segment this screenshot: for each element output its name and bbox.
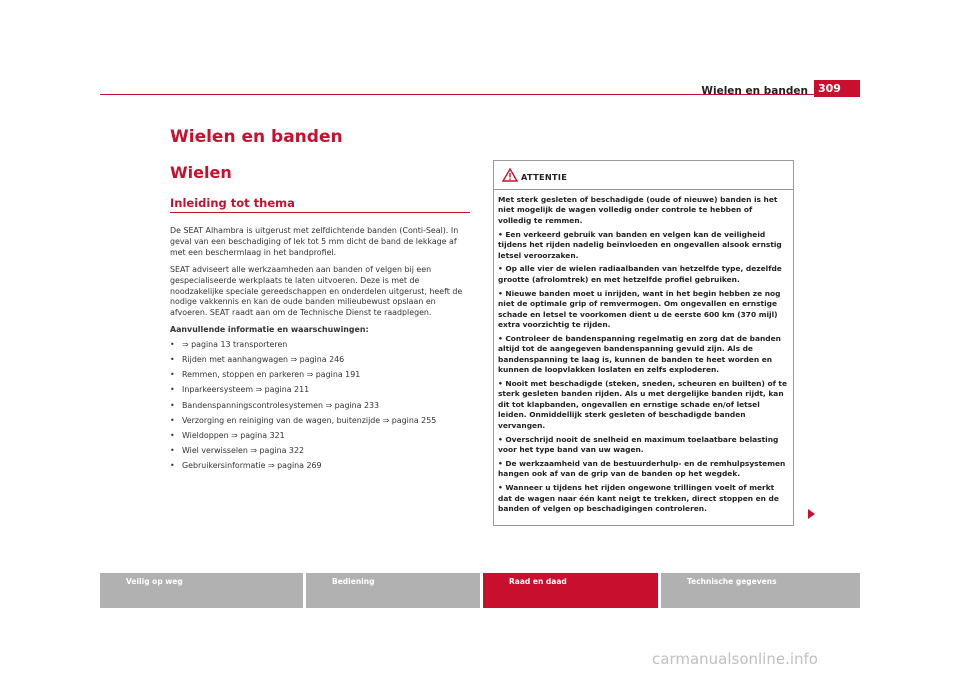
warning-triangle-icon xyxy=(502,168,518,182)
warning-header xyxy=(494,161,793,190)
warning-item: • Controleer de bandenspanning regelmatig en zorg dat de banden altijd tot de aangegeven bandenspanning gevuld zijn. Als de bandenspanning te laag is, kunnen de banden te heet worden en kunnen de loopvlakken loslaten en zelfs exploderen. xyxy=(498,333,781,375)
bullet-icon: • xyxy=(170,460,175,470)
bullet-icon: • xyxy=(498,333,506,343)
bullet-icon: • xyxy=(498,379,506,388)
warning-item: • Op alle vier de wielen radiaalbanden van hetzelfde type, dezelfde grootte (afrolomtrek) en met hetzelfde profiel gebruiken. xyxy=(498,264,782,284)
list-item xyxy=(170,340,472,351)
bullet-icon: • xyxy=(170,445,175,455)
list-item-link[interactable]: Rijden met aanhangwagen ⇒ pagina 246 xyxy=(182,355,345,365)
list-item xyxy=(170,461,472,472)
warning-item: • Overschrijd nooit de snelheid en maximum toelaatbare belasting voor het type band van uw wagen. xyxy=(498,434,779,454)
bullet-icon: • xyxy=(498,264,506,274)
chapter-title: Wielen en banden xyxy=(170,127,343,147)
list-item-link[interactable]: Verzorging en reiniging van de wagen, buitenzijde ⇒ pagina 255 xyxy=(182,415,437,425)
bullet-icon: • xyxy=(498,458,506,468)
subsection-rule xyxy=(170,212,470,213)
list-item-link[interactable]: Gebruikersinformatie ⇒ pagina 269 xyxy=(182,460,322,470)
list-item xyxy=(170,385,472,396)
warning-box xyxy=(493,160,794,526)
reference-list xyxy=(170,340,472,472)
warning-item: • Nooit met beschadigde (steken, sneden, scheuren en builten) of te sterk gesleten banden rijden. Als u met dergelijke banden rijdt, kan dit tot klapbanden, ongevallen en ernstige schade en/of letsel leiden. Onmiddellijk sterk gesleten of beschadigde banden vervangen. xyxy=(498,379,787,430)
list-item-link[interactable]: Bandenspanningscontrolesystemen ⇒ pagina 233 xyxy=(182,400,380,410)
list-item-link[interactable]: Wiel verwisselen ⇒ pagina 322 xyxy=(182,445,304,455)
warning-intro: Met sterk gesleten of beschadigde (oude of nieuwe) banden is het niet mogelijk de wagen volledig onder controle te hebben of volledig te remmen. xyxy=(498,195,778,225)
running-header-title: Wielen en banden xyxy=(701,85,808,97)
bullet-icon: • xyxy=(170,355,175,365)
bullet-icon: • xyxy=(170,385,175,395)
footer-nav xyxy=(100,573,860,608)
list-item-link[interactable]: Wieldoppen ⇒ pagina 321 xyxy=(182,430,285,440)
warning-item: • Nieuwe banden moet u inrijden, want in het begin hebben ze nog niet de optimale grip of remvermogen. Om ongevallen en ernstige schade en letsel te voorkomen dient u de eerste 600 km (370 mijl) extra voorzichtig te rijden. xyxy=(498,288,781,329)
footer-tab-technische-gegevens[interactable]: Technische gegevens xyxy=(661,573,860,608)
footer-tab-bediening[interactable]: Bediening xyxy=(306,573,480,608)
subsection-title: Inleiding tot thema xyxy=(170,196,295,210)
warning-item: • Een verkeerd gebruik van banden en velgen kan de veiligheid tijdens het rijden nadelig beïnvloeden en ongevallen alsook ernstig letsel veroorzaken. xyxy=(498,229,782,260)
list-item-link[interactable]: Inparkeersysteem ⇒ pagina 211 xyxy=(182,385,310,395)
list-item xyxy=(170,401,472,412)
bullet-icon: • xyxy=(498,483,506,493)
bullet-icon: • xyxy=(170,370,175,380)
advice-paragraph: SEAT adviseert alle werkzaamheden aan banden of velgen bij een gespecialiseerde werkplaats te laten uitvoeren. Deze is met de noodzakelijke speciale gereedschappen en onderdelen uitgerust, heeft de nodige vakkennis en kan de oude banden milieubewust opslaan en afvoeren. SEAT raadt aan om de Technische Dienst te raadplegen. xyxy=(170,264,463,318)
list-item xyxy=(170,446,472,457)
bullet-icon: • xyxy=(170,400,175,410)
bullet-icon: • xyxy=(170,415,175,425)
left-column xyxy=(170,226,472,476)
warning-title: ATTENTIE xyxy=(521,172,568,182)
warning-item: • De werkzaamheid van de bestuurderhulp- en de remhulpsystemen hangen ook af van de grip van de banden op het wegdek. xyxy=(498,458,786,479)
list-item xyxy=(170,370,472,381)
bullet-icon: • xyxy=(498,229,506,239)
continue-arrow-icon xyxy=(808,509,815,519)
bullet-icon: • xyxy=(498,434,506,444)
bullet-icon: • xyxy=(170,430,175,440)
footer-tab-veilig-op-weg[interactable]: Veilig op weg xyxy=(100,573,303,608)
watermark: carmanualsonline.info xyxy=(652,650,818,668)
warning-body xyxy=(498,195,788,518)
page-number: 309 xyxy=(814,80,860,97)
intro-paragraph: De SEAT Alhambra is uitgerust met zelfdichtende banden (Conti-Seal). In geval van een beschadiging of lek tot 5 mm dicht de band de lekkage af met een beschermlaag in het bandprofiel. xyxy=(170,226,459,257)
bullet-icon: • xyxy=(498,288,506,298)
footer-tab-raad-en-daad[interactable]: Raad en daad xyxy=(483,573,658,608)
list-item xyxy=(170,416,472,427)
warning-item: • Wanneer u tijdens het rijden ongewone trillingen voelt of merkt dat de wagen naar één kant neigt te trekken, direct stoppen en de banden of velgen op beschadigingen controleren. xyxy=(498,483,779,513)
list-heading: Aanvullende informatie en waarschuwingen: xyxy=(170,325,369,335)
bullet-icon: • xyxy=(170,340,175,350)
section-title: Wielen xyxy=(170,163,232,182)
list-item-link[interactable]: Remmen, stoppen en parkeren ⇒ pagina 191 xyxy=(182,370,361,380)
list-item xyxy=(170,431,472,442)
list-item-link[interactable]: ⇒ pagina 13 transporteren xyxy=(182,340,288,350)
list-item xyxy=(170,355,472,366)
